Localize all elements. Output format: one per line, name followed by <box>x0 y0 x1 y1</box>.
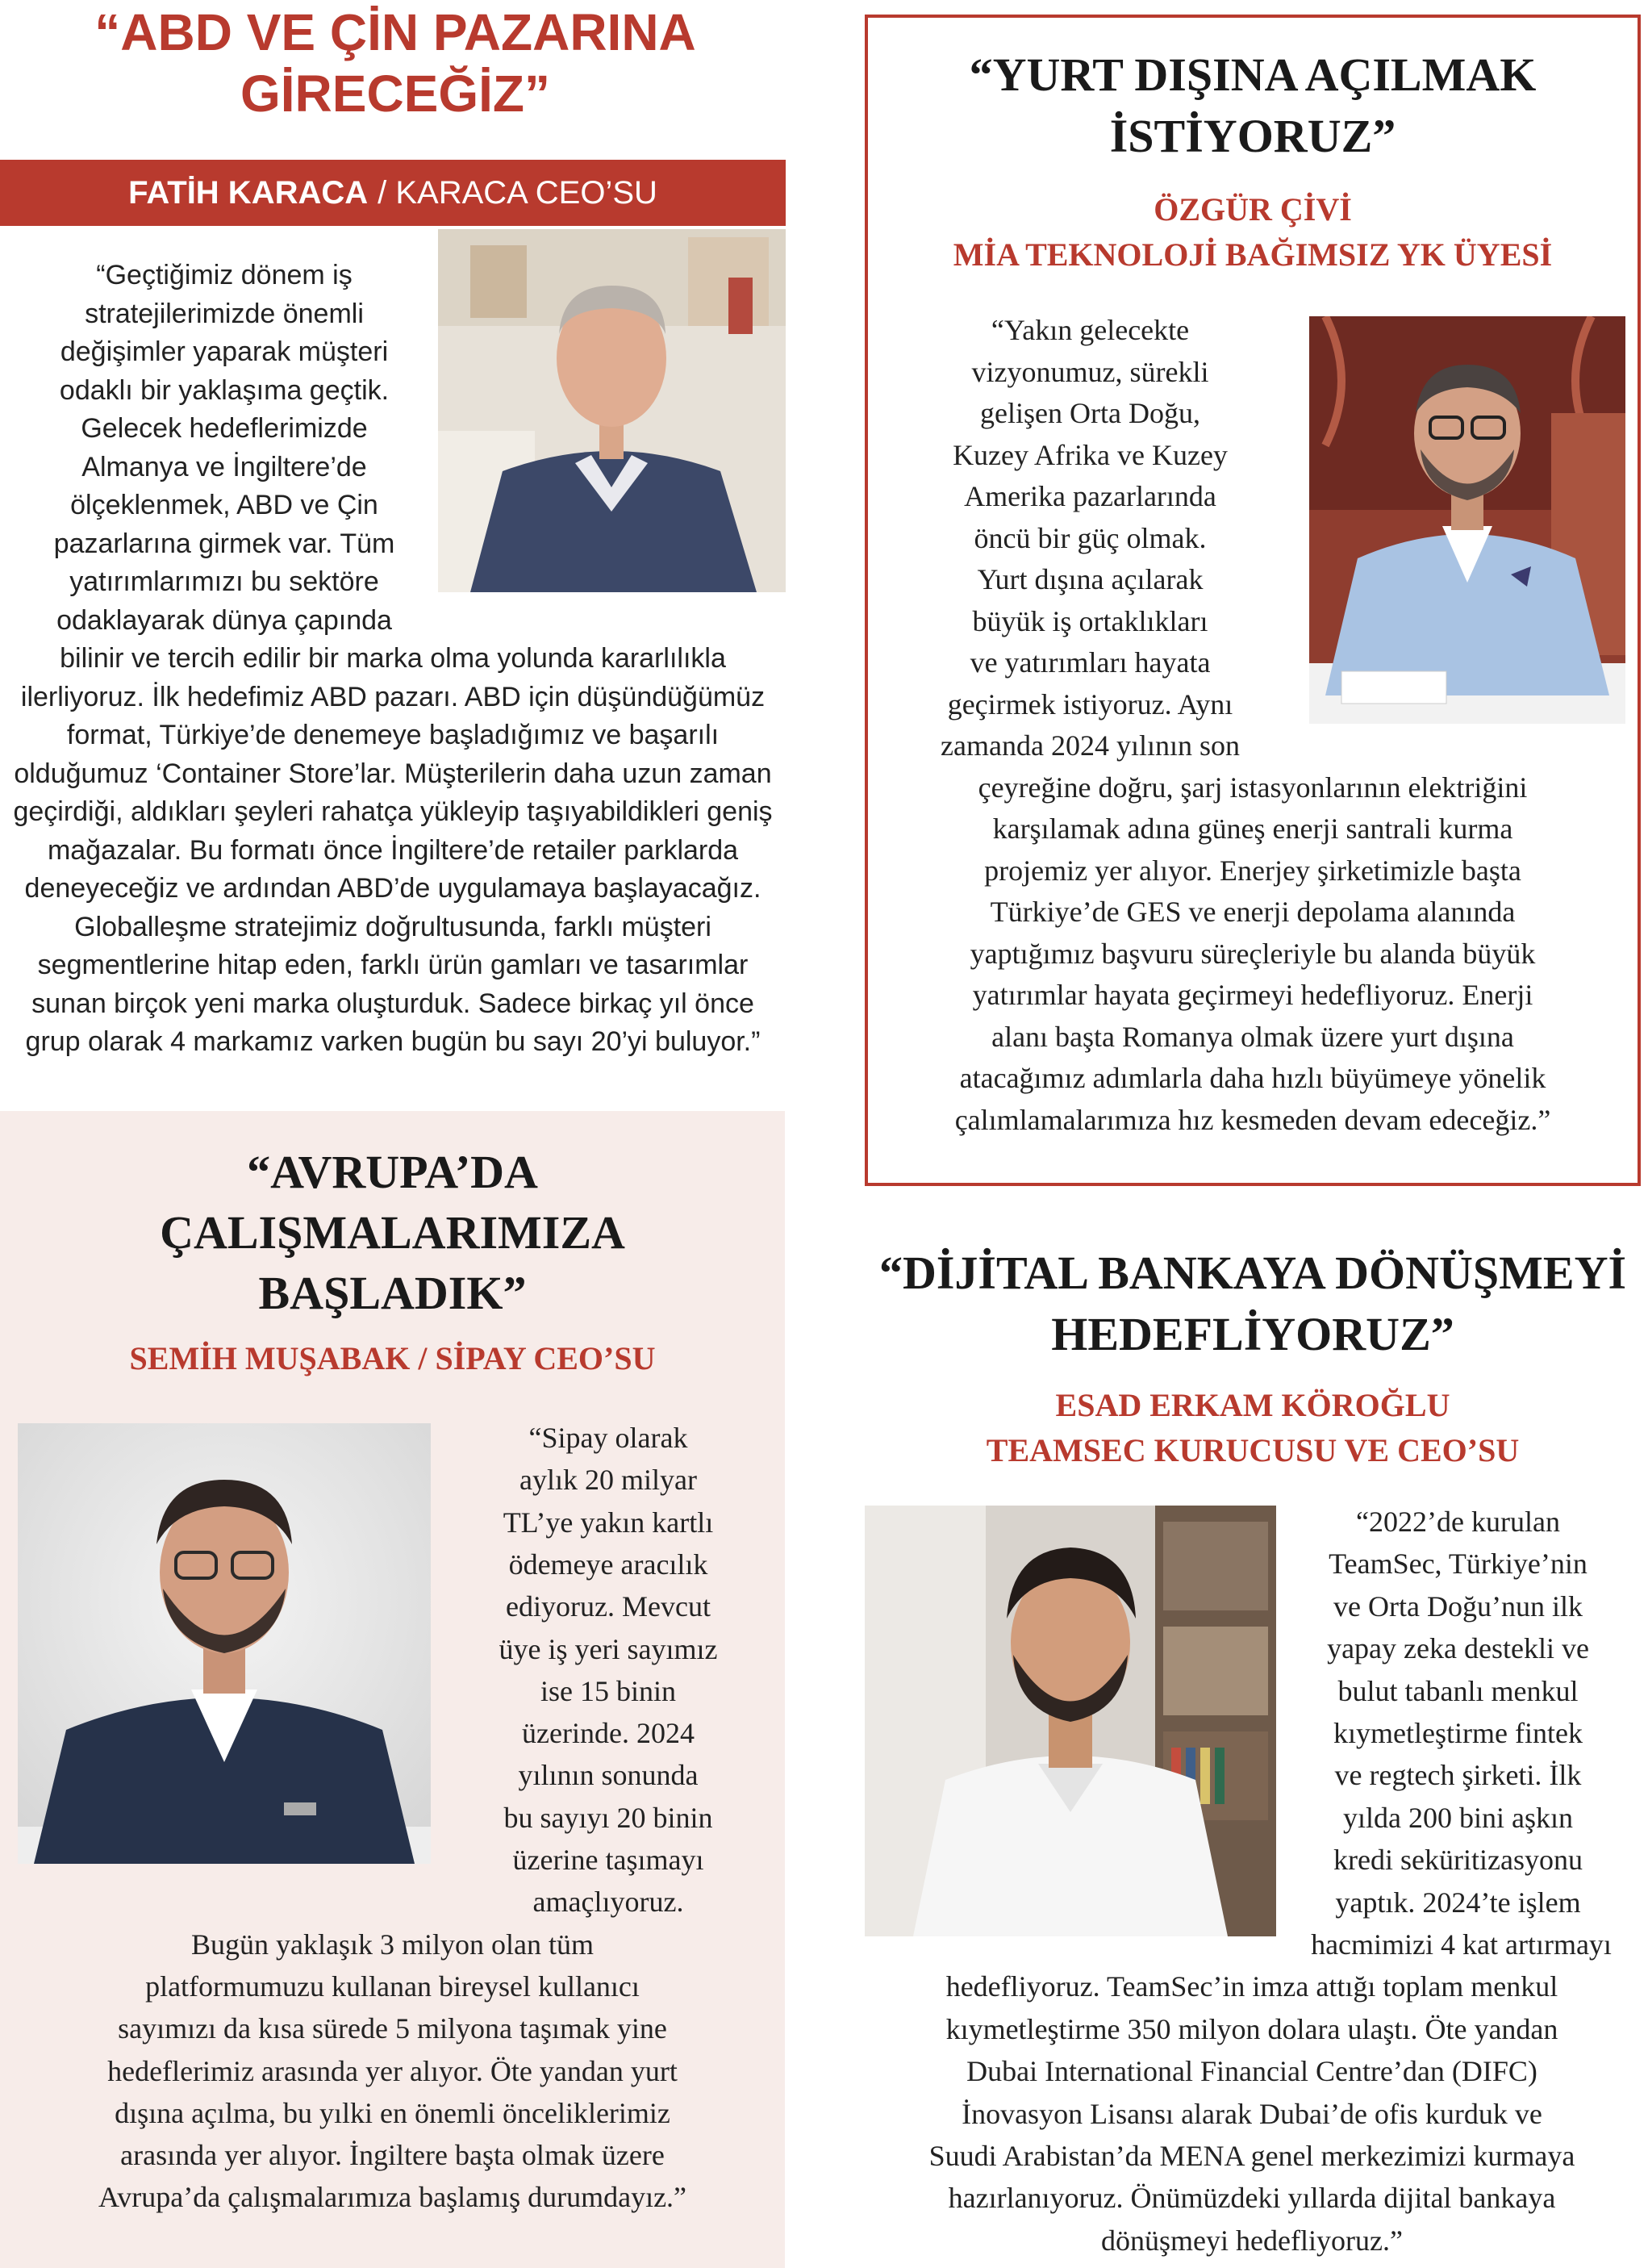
person-name: ESAD ERKAM KÖROĞLU <box>1055 1387 1450 1423</box>
quote-line: ve regtech şirketi. İlk <box>1334 1759 1582 1792</box>
quote-line: dışına açılma, bu yılki en önemli önceliklerimiz <box>115 2096 670 2129</box>
quote-line: kredi seküritizasyonu <box>1333 1844 1583 1877</box>
quote-line: arasında yer alıyor. İngiltere başta olmak üzere <box>120 2139 665 2172</box>
title-line: ÇALIŞMALARIMIZA <box>160 1206 625 1259</box>
quote-line: sunan birçok yeni marka oluşturduk. Sadece birkaç yıl önce <box>31 988 754 1019</box>
quote-line: “Sipay olarak <box>528 1422 688 1454</box>
article-title-2 <box>868 44 1638 167</box>
quote-line: Suudi Arabistan’da MENA genel merkezimizi kurmaya <box>928 2140 1575 2172</box>
quote-line: büyük iş ortaklıkları <box>972 604 1208 637</box>
quote-line: yatırımlarımızı bu sektöre <box>69 566 379 597</box>
person-band-1 <box>0 160 786 226</box>
quote-line: hedeflerimiz arasında yer alıyor. Öte yandan yurt <box>107 2054 678 2087</box>
person-role: TEAMSEC KURUCUSU VE CEO’SU <box>986 1432 1520 1468</box>
portrait-photo-semih-musabak <box>18 1423 431 1864</box>
quote-line: Türkiye’de GES ve enerji depolama alanında <box>990 896 1516 928</box>
person-name: FATİH KARACA <box>128 174 369 211</box>
quote-line: çeyreğine doğru, şarj istasyonlarının elektriğini <box>978 771 1528 804</box>
quote-line: TL’ye yakın kartlı <box>503 1506 714 1539</box>
quote-line: Almanya ve İngiltere’de <box>81 451 367 482</box>
quote-line: geçirdiği, aldıkları şeyleri rahatça yükleyip taşıyabildikleri geniş <box>13 796 773 827</box>
title-line: HEDEFLİYORUZ” <box>1051 1308 1454 1360</box>
quote-line: bulut tabanlı menkul <box>1337 1674 1579 1707</box>
quote-line: Amerika pazarlarında <box>964 480 1216 512</box>
quote-line: ve Orta Doğu’nun ilk <box>1333 1589 1583 1623</box>
quote-line: “2022’de kurulan <box>1356 1506 1560 1538</box>
title-line: BAŞLADIK” <box>258 1267 527 1319</box>
quote-line: yılda 200 bini aşkın <box>1343 1801 1573 1834</box>
quote-line: hedefliyoruz. TeamSec’in imza attığı toplam menkul <box>945 1970 1558 2003</box>
title-line: “AVRUPA’DA <box>247 1146 538 1198</box>
quote-line: Bugün yaklaşık 3 milyon olan tüm <box>191 1928 594 1961</box>
person-role: / KARACA CEO’SU <box>378 174 657 211</box>
quote-line: grup olarak 4 markamız varken bugün bu sayı 20’yi buluyor.” <box>25 1026 761 1057</box>
person-heading-2 <box>868 187 1638 278</box>
quote-line: bilinir ve tercih edilir bir marka olma yolunda kararlılıkla <box>60 643 726 674</box>
quote-line: vizyonumuz, sürekli <box>971 355 1209 388</box>
portrait-photo-fatih-karaca <box>438 229 786 592</box>
quote-line: yaptık. 2024’te işlem <box>1335 1886 1581 1919</box>
quote-line: üzerinde. 2024 <box>522 1717 695 1750</box>
quote-line: değişimler yaparak müşteri <box>60 336 389 367</box>
person-role: MİA TEKNOLOJİ BAĞIMSIZ YK ÜYESİ <box>953 236 1553 273</box>
portrait-photo-esad-erkam-koroglu <box>865 1506 1276 1936</box>
quote-line: mağazalar. Bu formatı önce İngiltere’de retailer parklarda <box>47 834 739 866</box>
quote-line: deneyeceğiz ve ardından ABD’de uygulamaya başlayacağız. <box>24 873 761 904</box>
quote-line: amaçlıyoruz. <box>532 1886 684 1919</box>
article-title-1 <box>0 2 791 124</box>
quote-line: Yurt dışına açılarak <box>977 563 1204 595</box>
quote-line: hazırlanıyoruz. Önümüzdeki yıllarda dijital bankaya <box>948 2182 1556 2215</box>
quote-line: odaklı bir yaklaşıma geçtik. <box>59 374 390 406</box>
quote-line: çalımlamalarımıza hız kesmeden devam edeceğiz.” <box>954 1103 1551 1136</box>
quote-line: hacmimizi 4 kat artırmayı <box>1311 1928 1612 1961</box>
quote-line: Dubai International Financial Centre’dan (DIFC) <box>966 2055 1537 2088</box>
quote-line: yatırımlar hayata geçirmeyi hedefliyoruz. Enerji <box>972 979 1533 1011</box>
quote-line: stratejilerimizde önemli <box>85 298 364 329</box>
person-heading-3: SEMİH MUŞABAK / SİPAY CEO’SU <box>129 1340 656 1376</box>
quote-line: gelişen Orta Doğu, <box>980 397 1200 429</box>
quote-line: “Geçtiğimiz dönem iş <box>96 260 353 290</box>
quote-line: geçirmek istiyoruz. Aynı <box>947 687 1233 720</box>
quote-line: bu sayıyı 20 binin <box>503 1801 713 1834</box>
person-name: ÖZGÜR ÇİVİ <box>1154 191 1352 228</box>
quote-line: yılının sonunda <box>518 1759 699 1792</box>
quote-line: aylık 20 milyar <box>519 1464 697 1497</box>
quote-line: yapay zeka destekli ve <box>1327 1632 1589 1665</box>
quote-line: Globalleşme stratejimiz doğrultusunda, farklı müşteri <box>74 911 711 942</box>
quote-line: “Yakın gelecekte <box>991 314 1190 346</box>
title-line: “YURT DIŞINA AÇILMAK <box>969 48 1537 101</box>
quote-line: Gelecek hedeflerimizde <box>81 413 368 444</box>
quote-line: ediyoruz. Mevcut <box>506 1590 711 1623</box>
article-title-4 <box>868 1243 1638 1365</box>
quote-line: alanı başta Romanya olmak üzere yurt dışına <box>991 1020 1514 1053</box>
quote-line: sayımızı da kısa sürede 5 milyona taşımak yine <box>118 2012 667 2045</box>
article-title-3 <box>0 1142 785 1323</box>
title-line: GİRECEĞİZ” <box>240 65 551 123</box>
quote-line: Kuzey Afrika ve Kuzey <box>953 438 1228 471</box>
title-line: “DİJİTAL BANKAYA DÖNÜŞMEYİ <box>878 1247 1627 1299</box>
quote-line: öncü bir güç olmak. <box>974 521 1207 554</box>
quote-line: ölçeklenmek, ABD ve Çin <box>70 490 378 520</box>
title-line: İSTİYORUZ” <box>1109 110 1396 162</box>
quote-line: yaptığımız başvuru süreçleriyle bu alanda büyük <box>970 937 1536 970</box>
quote-line: ilerliyoruz. İlk hedefimiz ABD pazarı. ABD için düşündüğümüz <box>20 681 766 712</box>
quote-line: Avrupa’da çalışmalarımıza başlamış durumdayız.” <box>98 2181 687 2214</box>
quote-line: zamanda 2024 yılının son <box>941 729 1240 762</box>
quote-line: TeamSec, Türkiye’nin <box>1329 1548 1588 1581</box>
quote-line: dönüşmeyi hedefliyoruz.” <box>1101 2224 1403 2257</box>
quote-line: karşılamak adına güneş enerji santrali kurma <box>992 812 1513 845</box>
quote-line: kıymetleştirme fintek <box>1333 1717 1583 1749</box>
quote-line: üzerine taşımayı <box>512 1844 704 1876</box>
quote-line: olduğumuz ‘Container Store’lar. Müşterilerin daha uzun zaman <box>14 758 772 789</box>
quote-line: odaklayarak dünya çapında <box>56 604 392 636</box>
person-heading-4 <box>868 1383 1638 1473</box>
quote-line: pazarlarına girmek var. Tüm <box>53 528 395 559</box>
quote-line: kıymetleştirme 350 milyon dolara ulaştı. Öte yandan <box>945 2012 1558 2045</box>
quote-line: ve yatırımları hayata <box>970 646 1211 679</box>
quote-line: ödemeye aracılık <box>508 1548 708 1581</box>
quote-line: ise 15 binin <box>540 1674 676 1707</box>
quote-line: format, Türkiye’de denemeye başladığımız ve başarılı <box>66 720 720 750</box>
title-line: “ABD VE ÇİN PAZARINA <box>94 3 696 61</box>
quote-line: atacağımız adımlarla daha hızlı büyümeye yönelik <box>959 1062 1546 1094</box>
quote-line: segmentlerine hitap eden, farklı ürün gamları ve tasarımlar <box>37 950 749 980</box>
quote-line: üye iş yeri sayımız <box>499 1632 718 1665</box>
portrait-photo-ozgur-civi <box>1309 316 1625 724</box>
quote-line: platformumuzu kullanan bireysel kullanıcı <box>145 1969 640 2003</box>
quote-line: İnovasyon Lisansı alarak Dubai’de ofis kurduk ve <box>962 2097 1542 2130</box>
quote-line: projemiz yer alıyor. Enerjey şirketimizle başta <box>984 854 1521 887</box>
